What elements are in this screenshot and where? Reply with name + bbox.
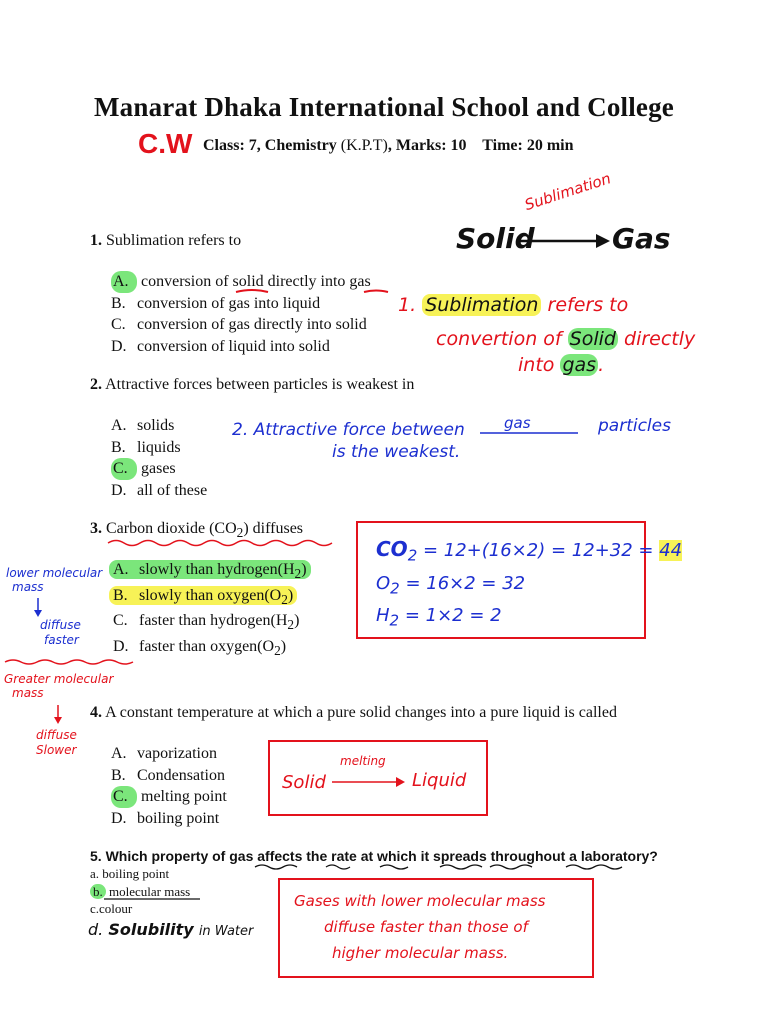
q5-options [90,865,190,918]
q5-option-c: c.colour [90,901,133,916]
note-greater-mass: Greater molecular mass [4,672,114,700]
note-q2-line2: is the weakest. [332,442,461,462]
q4-text: A constant temperature at which a pure solid changes into a pure liquid is called [105,704,617,721]
school-title: Manarat Dhaka International School and College [94,92,674,122]
calc-co2: $CO_2 = 12+(16\times 2) = 12+32 = 44$ [376,537,683,565]
note-q1-line3: into gas . [518,354,605,376]
marks-text: , Marks: 10 [387,137,467,154]
question-2 [90,376,414,394]
q4-option-d: D. boiling point [111,809,220,827]
question-3: 3. Carbon dioxide $(CO_2)$ diffuses [90,520,304,541]
q5-note-box [278,878,594,978]
q4-options [111,743,227,829]
cw-label: C.W [138,128,193,159]
note-q1-line2: convertion of Solid directly [436,328,696,350]
q2-option-c: C. gases [111,458,207,480]
q2-options [111,415,207,501]
note-q2-line1a: 2. Attractive force between [232,420,465,440]
note-q1-line1: 1. Sublimation refers to [398,294,629,316]
q3-option-b: B. slowly than $oxygen(O_2)$ [109,585,311,611]
q3-options [109,559,311,662]
note-diffuse-slower: diffuse Slower [36,728,77,757]
note-lower-mass: lower molecular mass [6,566,103,594]
note-q2-line1b: particles [598,416,671,436]
q4-option-a: A. vaporization [111,745,217,762]
note-q5-line2: diffuse faster than those of [324,918,528,936]
note-q4-melting: melting [340,754,386,768]
q5-option-d-handwritten: d. Solubility in Water [88,920,254,939]
note-q2-blank: gas [504,414,531,432]
q5-option-b: b. molecular mass [90,883,190,901]
time-text: Time: 20 min [482,137,574,154]
q1-option-c: C. conversion of gas directly into solid [111,316,367,333]
calc-h2: $H_2 = 1\times 2 = 2$ [376,605,502,630]
note-q4-solid: Solid [282,772,326,793]
q3-option-a: A. slowly than $hydrogen(H_2)$ [109,559,311,585]
q3-calc-box [356,521,683,639]
question-4 [90,704,617,722]
q4-option-b: B. Condensation [111,766,225,784]
q2-number: 2. [90,376,102,393]
q2-option-d: D. all of these [111,481,208,499]
q2-option-a: A. solids [111,417,175,434]
q1-option-b: B. conversion of gas into liquid [111,294,321,312]
q4-number: 4. [90,704,102,721]
q1-number: 1. [90,232,102,249]
q2-option-b: B. liquids [111,438,181,456]
note-sublimation-arrow: Sublimation [522,169,614,214]
q2-text: Attractive forces between particles is weakest in [105,376,415,393]
note-q5-line3: higher molecular mass. [332,944,509,962]
q1-option-d: D. conversion of liquid into solid [111,337,330,355]
q4-note-box [268,740,488,816]
note-q4-liquid: Liquid [412,770,467,791]
q5-option-a: a. boiling point [90,866,170,881]
note-gas: Gas [612,222,671,255]
class-text: Class: 7, Chemistry [203,137,337,154]
note-solid: Solid [456,222,535,255]
question-5: 5. Which property of gas affects the rate at which it spreads throughout a laboratory? [90,848,658,864]
q3-option-d: D. faster than $oxygen(O_2)$ [113,638,287,659]
q1-option-a: A. conversion of solid directly into gas [111,271,371,293]
teacher-initials: (K.P.T) [340,137,388,154]
q1-text: Sublimation refers to [106,232,242,249]
q3-number: 3. [90,520,102,537]
note-diffuse-faster: diffuse faster [40,618,81,647]
calc-o2: $O_2 = 16\times 2 = 32$ [376,573,526,598]
q4-option-c: C. melting point [111,786,227,808]
note-q5-line1: Gases with lower molecular mass [294,892,546,910]
q3-option-c: C. faster than $hydrogen(H_2)$ [113,612,300,633]
